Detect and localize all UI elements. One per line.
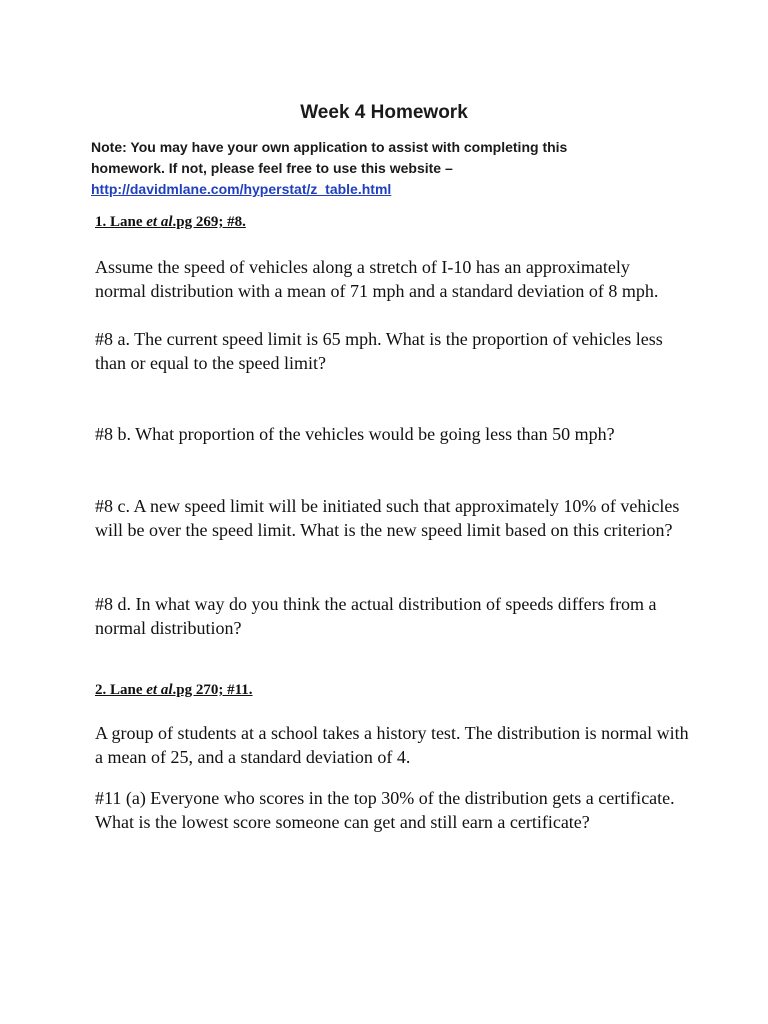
section-1-intro-line-1: Assume the speed of vehicles along a stretch of I-10 has an approximately xyxy=(95,257,630,277)
section-2-intro-line-1: A group of students at a school takes a history test. The distribution is normal with xyxy=(95,723,689,743)
section-1-heading-prefix: 1. Lane xyxy=(95,214,147,230)
page-title: Week 4 Homework xyxy=(300,102,468,123)
question-11a-line-1: #11 (a) Everyone who scores in the top 30% of the distribution gets a certificate. xyxy=(95,788,675,808)
note-line-1: Note: You may have your own application to assist with completing this xyxy=(91,139,568,155)
question-8a-line-1: #8 a. The current speed limit is 65 mph. What is the proportion of vehicles less xyxy=(95,329,663,349)
section-2-heading xyxy=(95,682,253,699)
question-8a xyxy=(95,327,767,375)
question-8c-line-1: #8 c. A new speed limit will be initiated such that approximately 10% of vehicles xyxy=(95,496,680,516)
section-1-heading-italic: et al xyxy=(146,214,173,230)
question-11a-line-2: What is the lowest score someone can get and still earn a certificate? xyxy=(95,812,590,832)
section-1-intro-line-2: normal distribution with a mean of 71 mph and a standard deviation of 8 mph. xyxy=(95,281,659,301)
section-2-intro-line-2: a mean of 25, and a standard deviation of 4. xyxy=(95,747,411,767)
question-8d-line-1: #8 d. In what way do you think the actual distribution of speeds differs from a xyxy=(95,594,657,614)
question-8b-line-1: #8 b. What proportion of the vehicles would be going less than 50 mph? xyxy=(95,424,615,444)
note-block xyxy=(91,137,651,200)
note-line-2: homework. If not, please feel free to use this website – xyxy=(91,160,453,176)
question-8c xyxy=(95,494,767,542)
section-2-heading-suffix: .pg 270; #11. xyxy=(172,682,253,698)
question-8d xyxy=(95,592,767,640)
section-1-intro xyxy=(95,255,767,303)
section-1-heading xyxy=(95,214,246,231)
question-8b xyxy=(95,422,767,446)
question-8d-line-2: normal distribution? xyxy=(95,618,242,638)
question-11a xyxy=(95,786,767,834)
section-2-heading-prefix: 2. Lane xyxy=(95,682,147,698)
z-table-link[interactable]: http://davidmlane.com/hyperstat/z_table.html xyxy=(91,181,392,197)
section-1-heading-suffix: .pg 269; #8. xyxy=(172,214,246,230)
section-2-intro xyxy=(95,721,767,769)
question-8c-line-2: will be over the speed limit. What is the new speed limit based on this criterion? xyxy=(95,520,673,540)
question-8a-line-2: than or equal to the speed limit? xyxy=(95,353,326,373)
section-2-heading-italic: et al xyxy=(146,682,173,698)
